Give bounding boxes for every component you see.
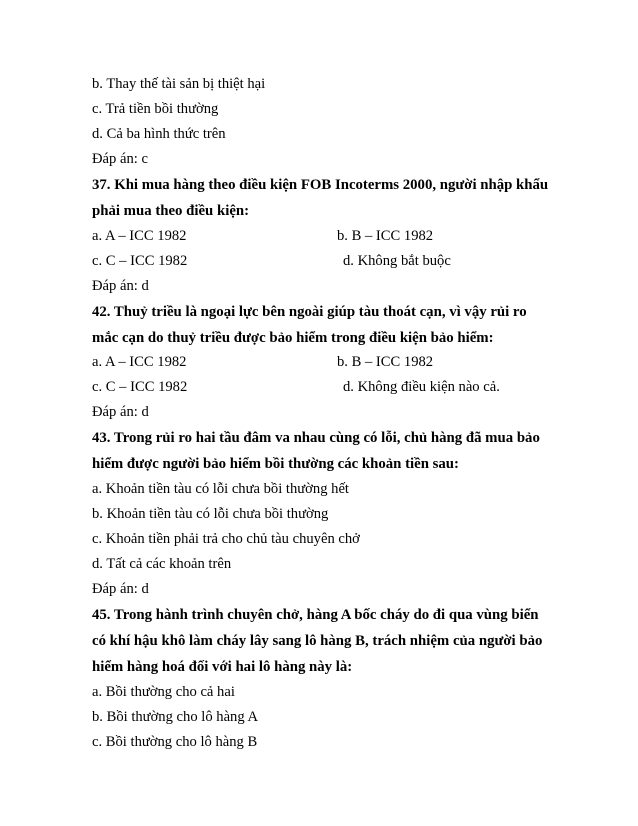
question-43-line-2: hiểm được người bảo hiểm bồi thường các khoản tiền sau: — [92, 456, 459, 472]
question-37-option-b: b. B – ICC 1982 — [337, 228, 434, 244]
question-43-option-b: b. Khoản tiền tàu có lỗi chưa bồi thường — [92, 506, 329, 522]
question-43-option-c: c. Khoản tiền phải trả cho chủ tàu chuyên chở — [92, 531, 360, 547]
question-37-answer: Đáp án: d — [92, 278, 149, 294]
question-42-option-b: b. B – ICC 1982 — [337, 354, 434, 370]
question-45-option-b: b. Bồi thường cho lô hàng A — [92, 709, 259, 725]
question-37-option-a: a. A – ICC 1982 — [92, 228, 187, 244]
question-42-line-1: 42. Thuỷ triều là ngoại lực bên ngoài giúp tàu thoát cạn, vì vậy rủi ro — [92, 304, 527, 320]
question-45-line-1: 45. Trong hành trình chuyên chở, hàng A bốc cháy do đi qua vùng biển — [92, 607, 539, 623]
question-37-option-d: d. Không bắt buộc — [343, 253, 451, 269]
question-42-option-d: d. Không điều kiện nào cả. — [343, 379, 500, 395]
question-43-line-1: 43. Trong rủi ro hai tầu đâm va nhau cùng có lỗi, chủ hàng đã mua bảo — [92, 430, 540, 446]
question-45-option-a: a. Bồi thường cho cả hai — [92, 684, 235, 700]
question-45-option-c: c. Bồi thường cho lô hàng B — [92, 734, 258, 750]
question-42-option-a: a. A – ICC 1982 — [92, 354, 187, 370]
question-37-line-1: 37. Khi mua hàng theo điều kiện FOB Incoterms 2000, người nhập khẩu — [92, 177, 549, 193]
option-c: c. Trả tiền bồi thường — [92, 101, 219, 117]
question-45-line-2: có khí hậu khô làm cháy lây sang lô hàng B, trách nhiệm của người bảo — [92, 633, 543, 649]
option-b: b. Thay thế tài sản bị thiệt hại — [92, 76, 266, 92]
question-43-option-a: a. Khoản tiền tàu có lỗi chưa bồi thường hết — [92, 481, 349, 497]
question-42-option-c: c. C – ICC 1982 — [92, 379, 188, 395]
question-37-option-c: c. C – ICC 1982 — [92, 253, 188, 269]
question-45-line-3: hiểm hàng hoá đối với hai lô hàng này là: — [92, 659, 353, 675]
question-43-option-d: d. Tất cả các khoản trên — [92, 556, 232, 572]
option-d: d. Cả ba hình thức trên — [92, 126, 226, 142]
question-43-answer: Đáp án: d — [92, 581, 149, 597]
answer-line: Đáp án: c — [92, 151, 148, 167]
question-42-answer: Đáp án: d — [92, 404, 149, 420]
question-42-line-2: mắc cạn do thuỷ triều được bảo hiểm trong điều kiện bảo hiểm: — [92, 330, 494, 346]
question-37-line-2: phải mua theo điều kiện: — [92, 203, 250, 219]
